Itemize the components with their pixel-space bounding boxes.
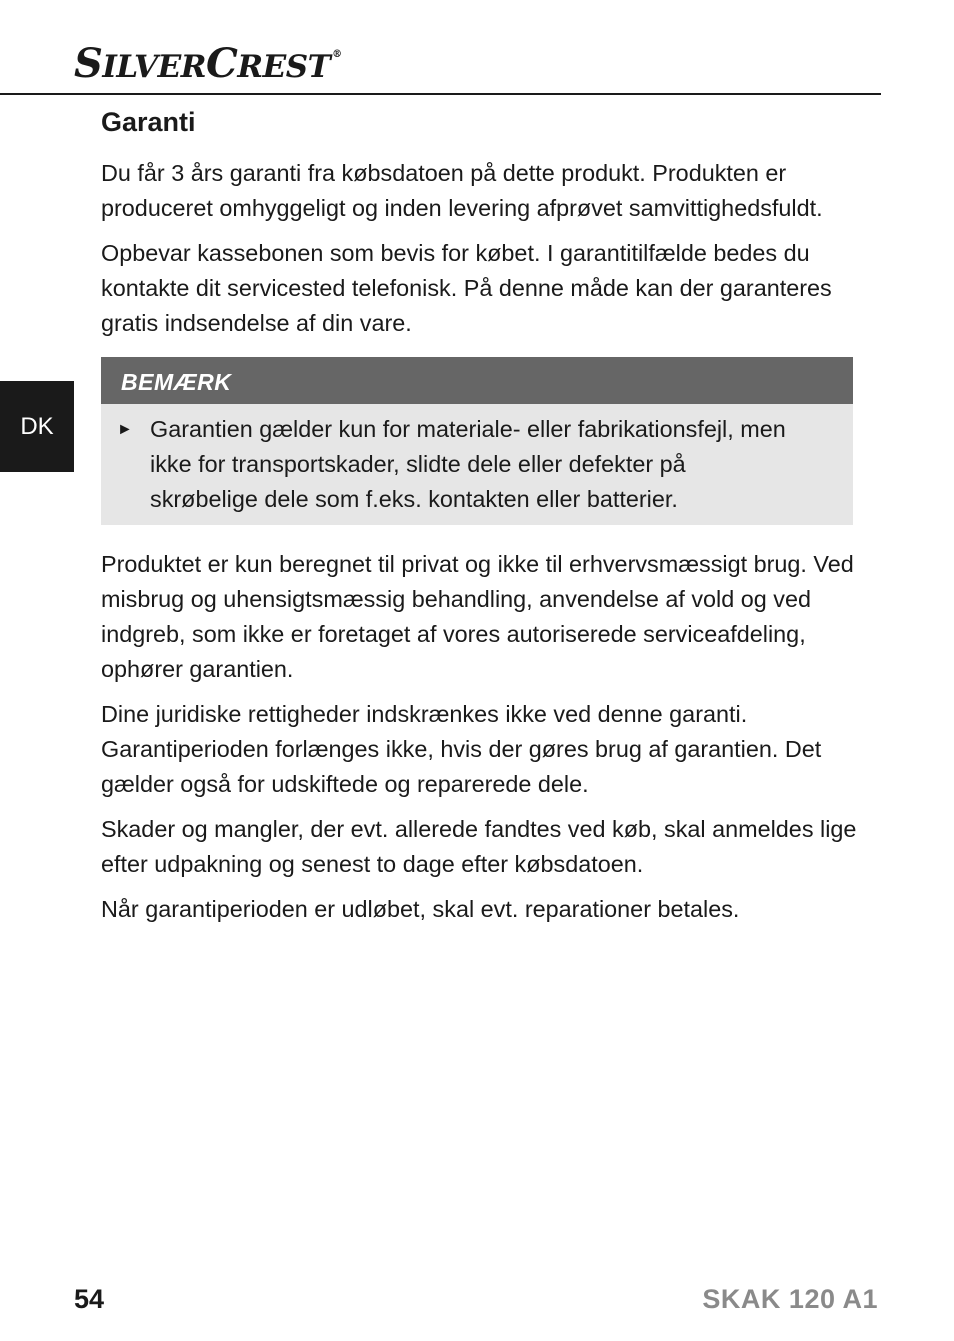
paragraph: Når garantiperioden er udløbet, skal evt. reparationer betales. bbox=[101, 895, 740, 922]
section-title: Garanti bbox=[101, 107, 196, 137]
paragraph: Dine juridiske rettigheder indskrænkes ikke ved denne garanti. Garantiperioden forlænges ikke, hvis der gøres brug af garantien. Det gælder også for udskiftede og reparerede dele. bbox=[101, 700, 822, 797]
language-tab-label: DK bbox=[20, 412, 54, 440]
arrow-bullet-icon: ► bbox=[117, 420, 133, 438]
brand-rest: REST bbox=[237, 49, 331, 85]
header-rule bbox=[0, 93, 881, 95]
brand-c: C bbox=[205, 40, 238, 87]
paragraph: Opbevar kassebonen som bevis for købet. I garantitilfælde bedes du kontakte dit servicested telefonisk. På denne måde kan der garanteres gratis indsendelse af din vare. bbox=[101, 239, 832, 336]
brand-s: S bbox=[74, 40, 103, 87]
page-content bbox=[101, 104, 861, 937]
note-heading: BEMÆRK bbox=[101, 357, 853, 404]
model-number: SKAK 120 A1 bbox=[702, 1284, 878, 1314]
note-body bbox=[101, 404, 853, 525]
brand-logo bbox=[74, 40, 342, 87]
language-tab bbox=[0, 381, 74, 472]
paragraph: Produktet er kun beregnet til privat og ikke til erhvervsmæssigt brug. Ved misbrug og uhensigtsmæssig behandling, anvendelse af vold og ved indgreb, som ikke er foretaget af vores autoriserede serviceafdeling, ophører garantien. bbox=[101, 550, 854, 682]
paragraph: Skader og mangler, der evt. allerede fandtes ved køb, skal anmeldes lige efter udpakning og senest to dage efter købsdatoen. bbox=[101, 815, 857, 877]
brand-ilver: ILVER bbox=[102, 49, 206, 85]
paragraph: Du får 3 års garanti fra købsdatoen på dette produkt. Produkten er produceret omhyggeligt og inden levering afprøvet samvittighedsfuldt. bbox=[101, 159, 823, 221]
page-number: 54 bbox=[74, 1284, 105, 1314]
note-box bbox=[101, 357, 853, 525]
registered-mark: ® bbox=[332, 49, 342, 60]
note-text: Garantien gælder kun for materiale- eller fabrikationsfejl, men ikke for transportskader, slidte dele eller defekter på skrøbelige dele som f.eks. kontakten eller batterier. bbox=[150, 415, 786, 512]
